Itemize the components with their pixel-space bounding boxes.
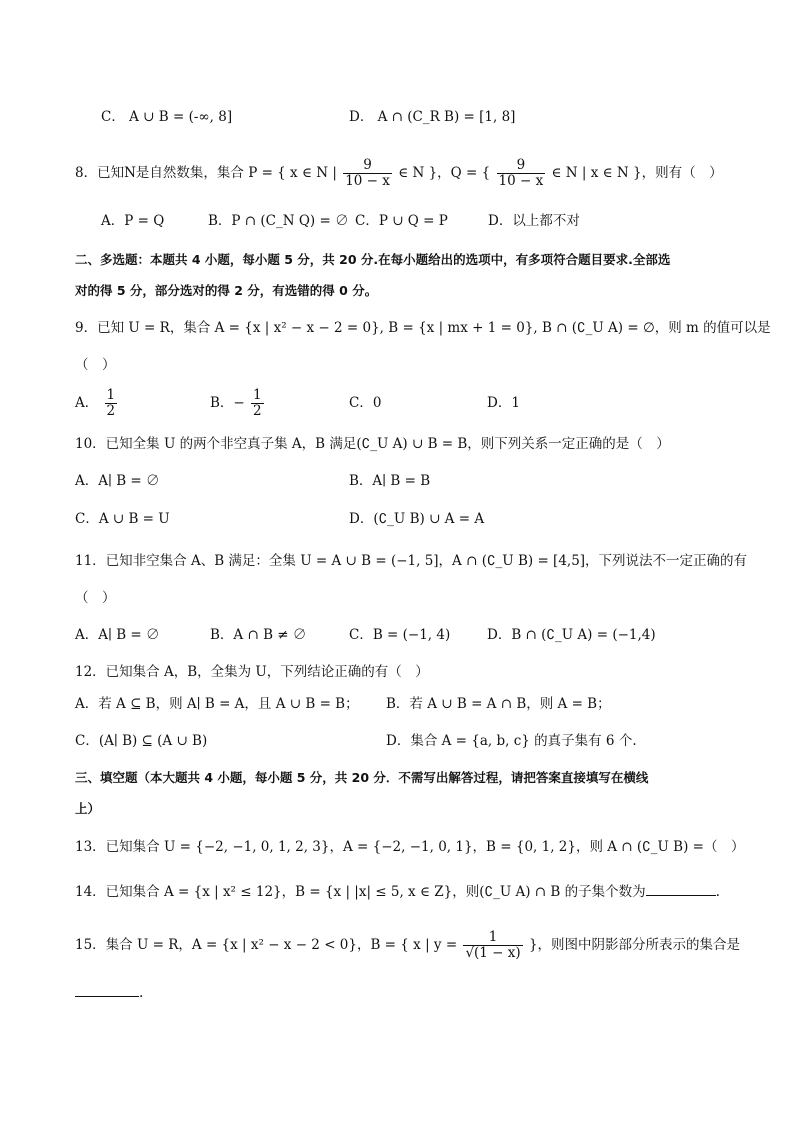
q9-option-a-fraction <box>105 388 118 419</box>
q15-stem-part-a: 15．集合 U = R，A = {x | x² − x − 2 < 0}，B = { x | y = <box>75 937 458 953</box>
q8-stem-part-c: ∈ N | x ∈ N }，则有（ ） <box>551 165 723 181</box>
section-3-heading-line-2: 上） <box>75 801 101 816</box>
q14-stem-tail: . <box>715 884 720 900</box>
q9-option-b-fraction <box>251 388 264 419</box>
q9-option-a-label: A． <box>75 395 99 411</box>
q12-option-d: D．集合 A = {a, b, c} 的真子集有 6 个. <box>386 733 637 749</box>
q10-option-d: D．(∁_U B) ∪ A = A <box>349 511 485 527</box>
q10-stem: 10．已知全集 U 的两个非空真子集 A，B 满足(∁_U A) ∪ B = B，则下列关系一定正确的是（ ） <box>75 436 670 452</box>
q12-option-c: C．(A∣ B) ⊆ (A ∪ B) <box>75 733 208 749</box>
q8-option-a: A．P = Q <box>101 213 165 229</box>
q8-stem <box>75 158 723 189</box>
q15-answer-blank[interactable] <box>75 982 139 997</box>
q15-fraction <box>463 930 522 961</box>
q15-stem-part-b: }，则图中阴影部分所表示的集合是 <box>528 937 741 953</box>
section-2-heading-line-1: 二、多选题：本题共 4 小题，每小题 5 分，共 20 分.在每小题给出的选项中，有多项符合题目要求.全部选 <box>75 252 671 267</box>
q15-fraction-denominator: √(1 − x) <box>465 945 521 961</box>
q9-option-a-numerator: 1 <box>106 387 116 403</box>
q9-option-a-denominator: 2 <box>106 403 116 419</box>
q10-option-a: A．A∣ B = ∅ <box>75 473 160 489</box>
section-3-heading-line-1: 三、填空题（本大题共 4 小题，每小题 5 分，共 20 分．不需写出解答过程，请把答案直接填写在横线 <box>75 770 649 785</box>
q8-fraction-2 <box>497 158 546 189</box>
q12-stem: 12．已知集合 A，B，全集为 U，下列结论正确的有（ ） <box>75 664 429 680</box>
q9-option-b <box>210 386 266 420</box>
section-2-heading-line-2: 对的得 5 分，部分选对的得 2 分，有选错的得 0 分。 <box>75 283 378 298</box>
q14-answer-blank[interactable] <box>646 881 716 896</box>
q9-option-b-label: B．− <box>210 395 245 411</box>
q9-option-a <box>75 386 119 420</box>
q14-stem-text: 14．已知集合 A = {x | x² ≤ 12}，B = {x | |x| ≤ 5, x ∈ Z}，则(∁_U A) ∩ B 的子集个数为 <box>75 884 646 900</box>
q12-option-b: B．若 A ∪ B = A ∩ B，则 A = B； <box>386 696 611 712</box>
q11-answer-paren: （ ） <box>75 590 116 606</box>
q7-option-d: D． A ∩ (C_R B) = [1, 8] <box>349 109 516 125</box>
q8-option-d: D．以上都不对 <box>488 213 580 229</box>
q8-option-c: C．P ∪ Q = P <box>355 213 448 229</box>
q11-option-a: A．A∣ B = ∅ <box>75 627 160 643</box>
q9-option-c: C．0 <box>349 395 382 411</box>
q14-stem <box>75 881 720 902</box>
q8-fraction-1 <box>343 158 392 189</box>
q15-answer-line <box>75 982 143 1003</box>
q11-stem: 11．已知非空集合 A、B 满足：全集 U = A ∪ B = (−1, 5]，A ∩ (∁_U B) = [4,5]，下列说法不一定正确的有 <box>75 553 748 569</box>
q9-answer-paren: （ ） <box>75 357 116 373</box>
q15-stem <box>75 928 740 962</box>
q10-option-c: C．A ∪ B = U <box>75 511 170 527</box>
q9-stem: 9．已知 U = R，集合 A = {x | x² − x − 2 = 0}, B = {x | mx + 1 = 0}, B ∩ (∁_U A) = ∅，则 m 的值可以是 <box>75 320 771 336</box>
q8-fraction-2-denominator: 10 − x <box>498 173 544 189</box>
q15-fraction-numerator: 1 <box>488 929 498 945</box>
q8-fraction-2-numerator: 9 <box>516 157 526 173</box>
q11-option-b: B．A ∩ B ≠ ∅ <box>210 627 307 643</box>
q11-option-d: D．B ∩ (∁_U A) = (−1,4) <box>487 627 656 643</box>
q8-stem-part-b: ∈ N }，Q = { <box>398 165 491 181</box>
q13-stem: 13．已知集合 U = {−2, −1, 0, 1, 2, 3}，A = {−2, −1, 0, 1}，B = {0, 1, 2}，则 A ∩ (∁_U B) =（ ） <box>75 839 745 855</box>
q8-fraction-1-denominator: 10 − x <box>345 173 390 189</box>
q12-option-a: A．若 A ⊆ B，则 A∣ B = A，且 A ∪ B = B； <box>75 696 359 712</box>
q10-option-b: B．A∣ B = B <box>349 473 431 489</box>
q9-option-b-numerator: 1 <box>253 387 262 403</box>
q11-option-c: C．B = (−1, 4) <box>349 627 451 643</box>
q9-option-d: D．1 <box>487 395 520 411</box>
q8-fraction-1-numerator: 9 <box>363 157 372 173</box>
q7-option-c: C． A ∪ B = (-∞, 8] <box>101 109 233 125</box>
q9-option-b-denominator: 2 <box>253 403 262 419</box>
q8-option-b: B．P ∩ (C_N Q) = ∅ <box>208 213 349 229</box>
q15-stem-tail: . <box>139 985 144 1001</box>
q8-stem-part-a: 8．已知N是自然数集，集合 P = { x ∈ N | <box>75 165 337 181</box>
